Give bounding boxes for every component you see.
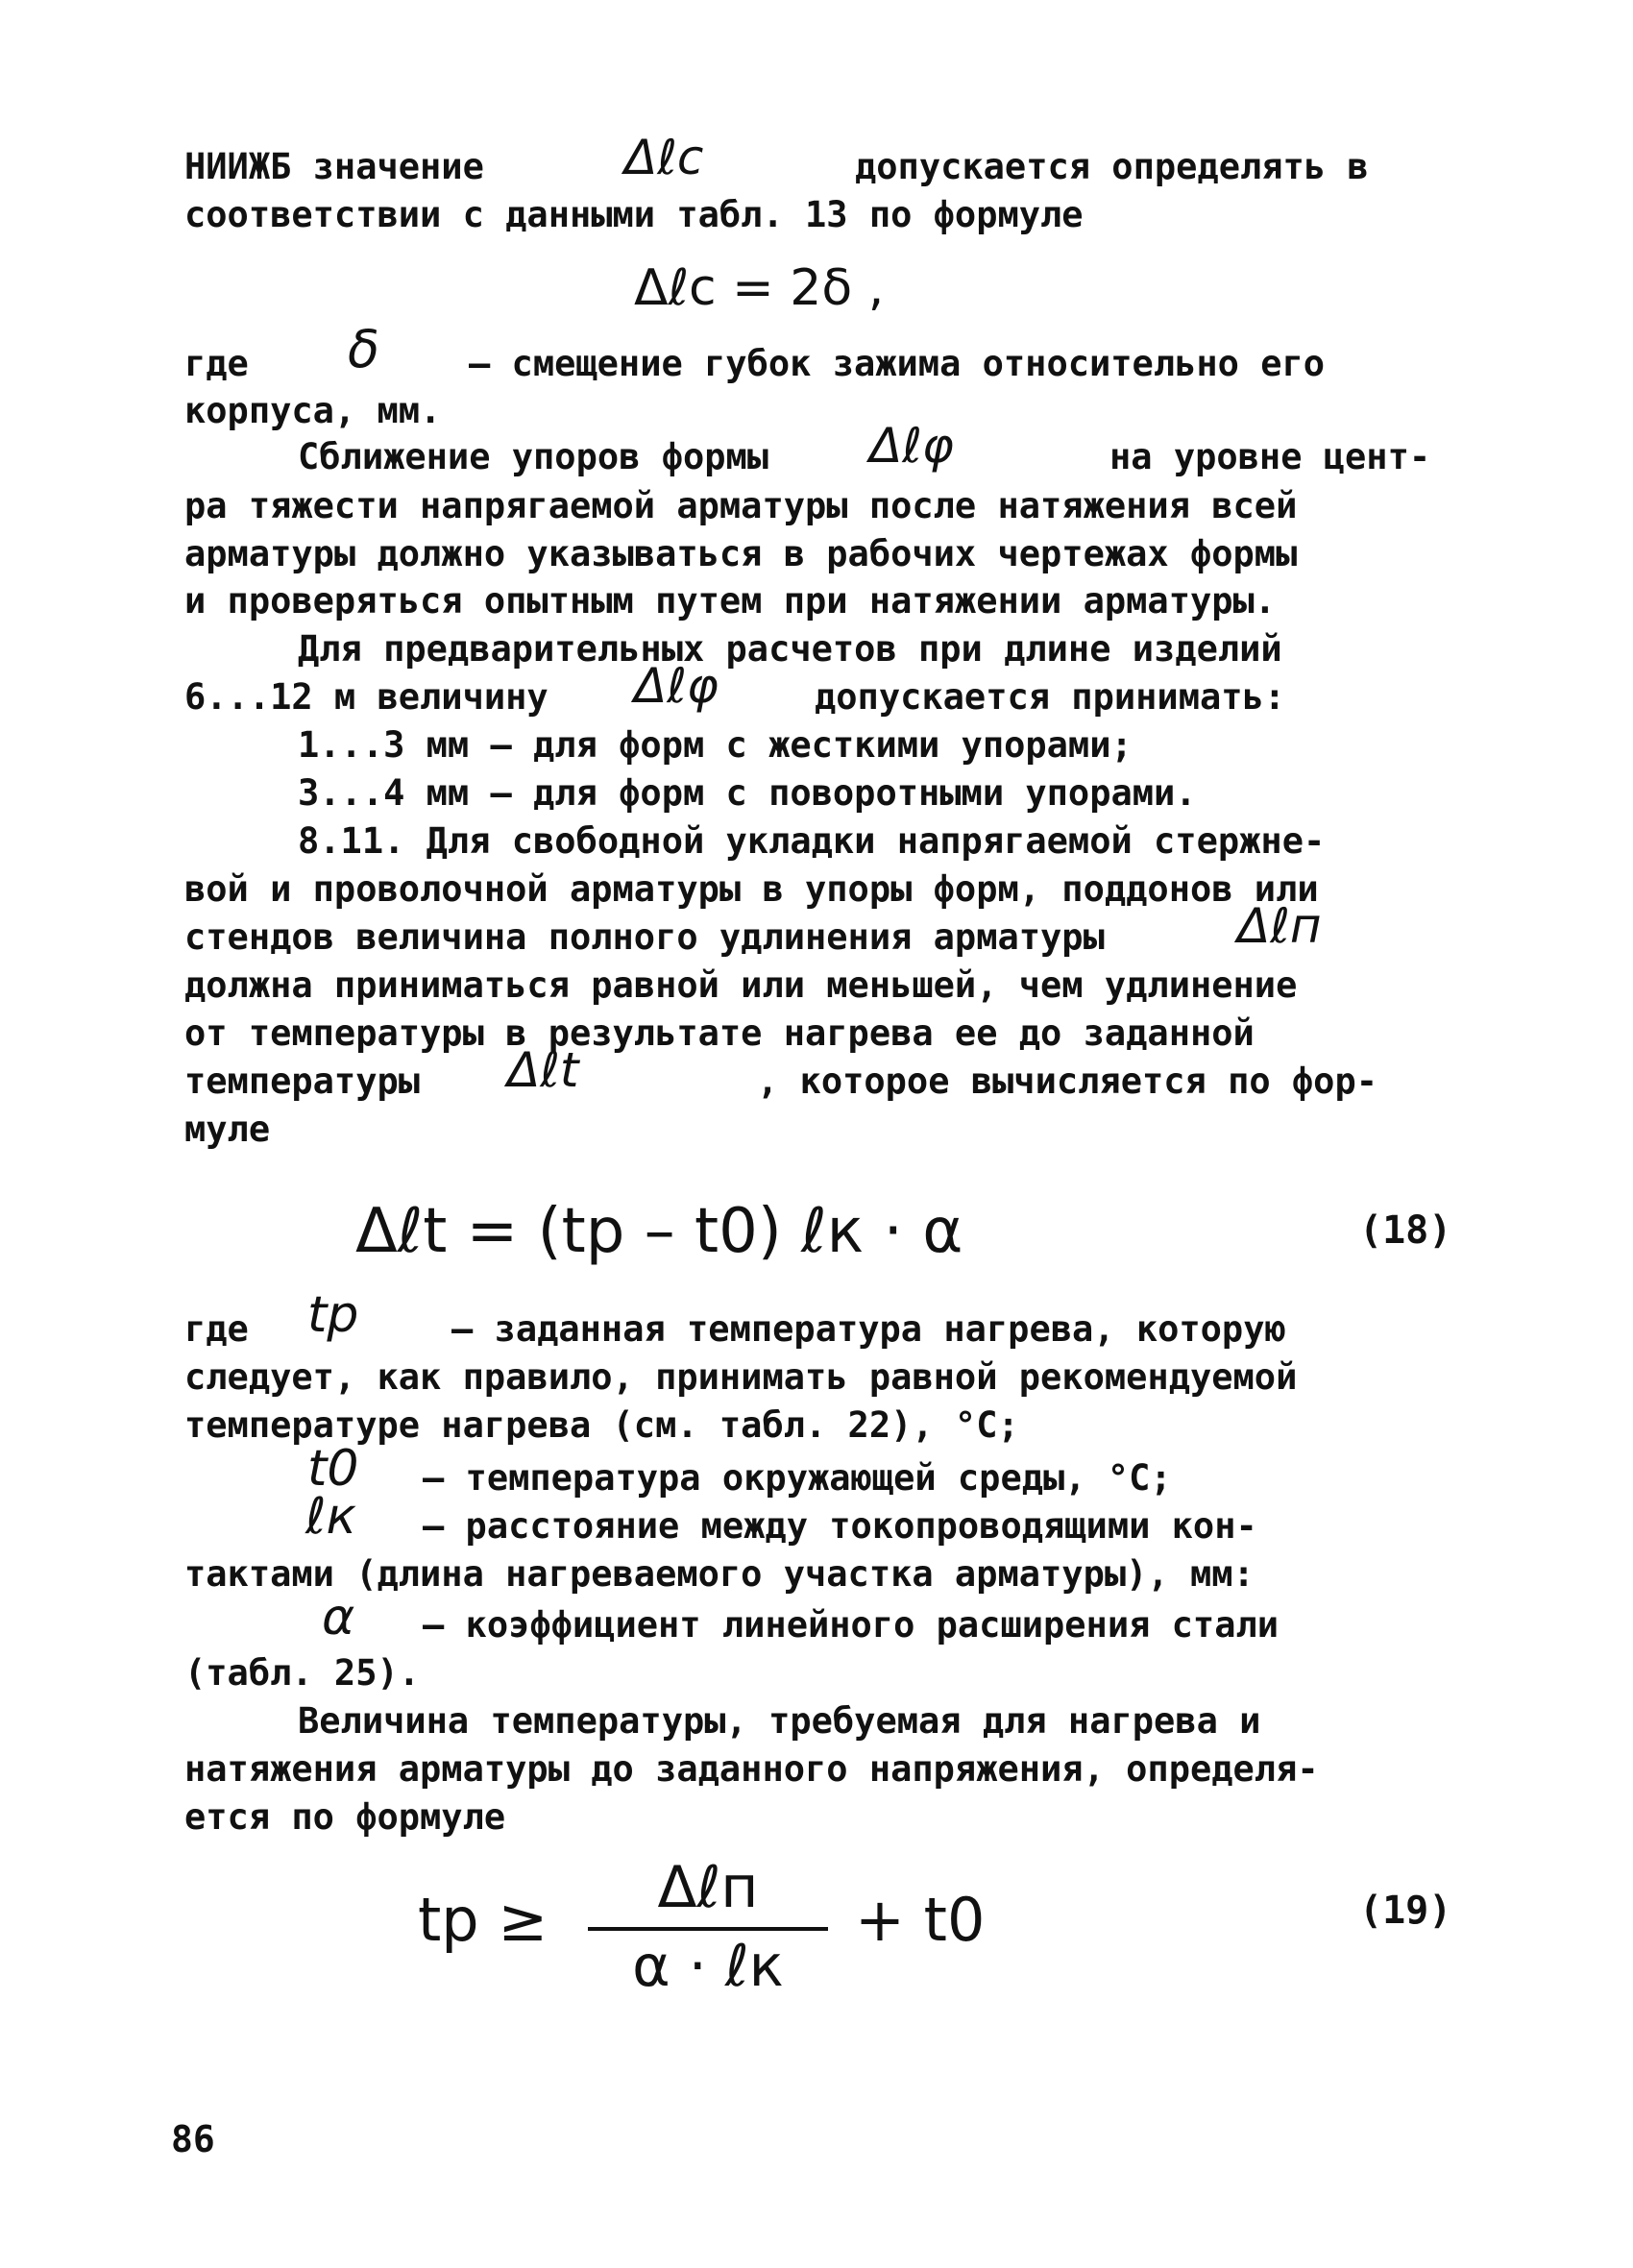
text-line: – коэффициент линейного расширения стали [423,1604,1280,1646]
text-line: 6...12 м величину [184,676,548,718]
fraction-denominator: α · ℓк [632,1933,784,2000]
equation-number: (18) [1359,1208,1452,1253]
formula-19-lhs: tp ≥ [418,1885,548,1955]
inline-math: ℓк [305,1488,356,1546]
text-line: вой и проволочной арматуры в упоры форм, поддонов или [184,868,1319,910]
inline-math: Δℓt [507,1042,579,1098]
formula: Δℓc = 2δ , [634,259,885,317]
inline-math: tp [307,1286,359,1344]
inline-math: δ [348,319,380,379]
page-number: 86 [171,2118,215,2160]
text-line: муле [184,1109,271,1150]
text-line: ра тяжести напрягаемой арматуры после натяжения всей [184,485,1298,526]
text-line: температуре нагрева (см. табл. 22), °С; [184,1404,1019,1446]
equation-number: (19) [1359,1889,1452,1933]
text-line: Для предварительных расчетов при длине изделий [298,628,1282,670]
formula-19-fraction [588,1854,828,1998]
text-line [184,144,484,190]
text-line: ется по формуле [184,1796,506,1838]
text-line: Величина температуры, требуемая для нагрева и [298,1700,1261,1742]
text-line: 1...3 мм – для форм с жесткими упорами; [298,724,1133,766]
fraction-bar [588,1927,828,1931]
text-line: соответствии с данными табл. 13 по формуле [184,194,1084,235]
text-line: где [184,1308,249,1350]
formula-19-rhs: + t0 [855,1885,986,1955]
inline-math: Δℓφ [634,658,719,714]
text-segment: НИИЖБ значение [184,146,484,187]
text-line: натяжения арматуры до заданного напряжения, определя- [184,1748,1319,1790]
text-line: Сближение упоров формы [298,436,769,477]
text-line: (табл. 25). [184,1652,421,1694]
text-line: допускается принимать: [815,676,1286,718]
inline-math: Δℓc [624,130,704,185]
text-line: 8.11. Для свободной укладки напрягаемой стержне- [298,820,1326,862]
text-line: должна приниматься равной или меньшей, чем удлинение [184,964,1298,1006]
text-line: стендов величина полного удлинения арматуры [184,916,1105,958]
inline-math: α [322,1589,355,1646]
text-line: – температура окружающей среды, °С; [423,1457,1172,1499]
text-line: температуры [184,1061,421,1102]
text-line: арматуры должно указываться в рабочих чертежах формы [184,533,1298,574]
text-line: тактами (длина нагреваемого участка арматуры), мм: [184,1553,1255,1595]
text-line: и проверяться опытным путем при натяжении арматуры. [184,580,1277,622]
text-line: где [184,343,249,384]
inline-math: t0 [307,1440,359,1498]
text-line: – расстояние между токопроводящими кон- [423,1505,1257,1547]
text-line: 3...4 мм – для форм с поворотными упорами. [298,772,1197,814]
text-line: допускается определять в [855,146,1369,187]
text-line: – смещение губок зажима относительно его [469,343,1326,384]
text-line: на уровне цент- [1109,436,1431,477]
text-line: корпуса, мм. [184,390,442,431]
text-line: , которое вычисляется по фор- [757,1061,1378,1102]
fraction-numerator: Δℓп [657,1854,759,1921]
text-line: – заданная температура нагрева, которую [451,1308,1286,1350]
formula-18: Δℓt = (tp – t0) ℓк · α [355,1196,963,1267]
text-line: следует, как правило, принимать равной рекомендуемой [184,1356,1298,1398]
inline-math: Δℓφ [869,418,954,474]
inline-math: Δℓп [1237,898,1322,954]
text-line: от температуры в результате нагрева ее до заданной [184,1012,1255,1054]
